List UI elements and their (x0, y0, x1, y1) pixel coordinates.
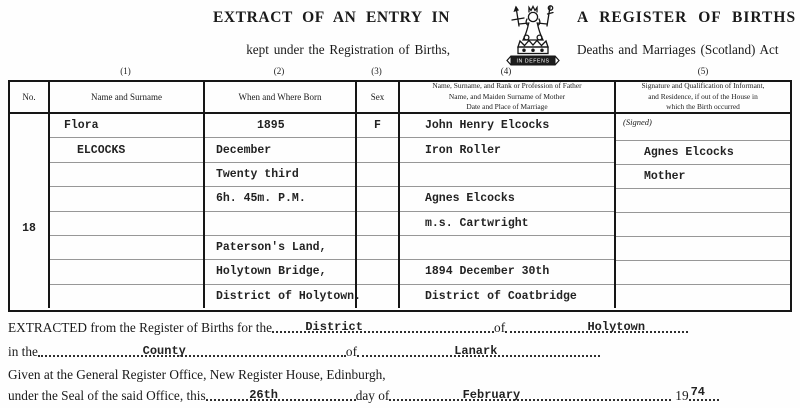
title-left: EXTRACT OF AN ENTRY IN (212, 9, 450, 26)
table-cell: 1894 December 30th (400, 259, 614, 283)
dotted-blank-month (389, 388, 671, 402)
table-cell: Mother (616, 164, 790, 188)
header-informant: Signature and Qualification of Informant, and Residence, if out of the House in which the Birth occurred (641, 80, 765, 112)
column-informant (616, 114, 790, 308)
table-body (10, 114, 790, 308)
col-num-2: (2) (273, 66, 285, 76)
table-cell (616, 212, 790, 236)
typed-26th: 26th (249, 388, 278, 402)
dotted-blank-year (689, 385, 719, 401)
in-defens-motto: IN DEFENS (516, 58, 550, 65)
year-prefix: 19 (675, 388, 689, 403)
table-cell (357, 284, 398, 308)
header-right (577, 9, 800, 58)
table-cell (357, 186, 398, 210)
header-no: No. (10, 82, 50, 112)
header-left (0, 9, 450, 58)
table-cell (616, 260, 790, 284)
col-num-1: (1) (120, 66, 131, 76)
table-cell (205, 211, 355, 235)
table-cell: ELCOCKS (50, 137, 203, 161)
table-cell (616, 188, 790, 212)
header-sex: Sex (357, 82, 400, 112)
column-name (50, 114, 205, 308)
table-cell: 6h. 45m. P.M. (205, 186, 355, 210)
dotted-blank-day (206, 388, 356, 402)
footer-line-seal-date: under the Seal of the said Office, this 26th day of February 19 74 (8, 388, 792, 404)
register-table (8, 80, 792, 312)
table-cell (400, 162, 614, 186)
title-right: A REGISTER OF BIRTHS (577, 9, 797, 26)
typed-february: February (462, 388, 521, 402)
column-no (10, 114, 50, 308)
typed-lanark: Lanark (454, 344, 498, 358)
typed-74: 74 (690, 385, 705, 399)
table-cell (50, 162, 203, 186)
table-cell (357, 137, 398, 161)
table-header-row (10, 82, 790, 114)
subtitle-right: Deaths and Marriages (Scotland) Act (577, 42, 779, 57)
footer-line-county: in the County of Lanark (8, 344, 792, 360)
table-cell (50, 259, 203, 283)
table-cell: Holytown Bridge, (205, 259, 355, 283)
dotted-blank-county (357, 344, 600, 358)
table-cell (50, 235, 203, 259)
footer-in-the-label: in the (8, 344, 38, 359)
typed-county-label: County (142, 344, 186, 358)
typed-district: District (305, 320, 363, 334)
table-cell: Paterson's Land, (205, 235, 355, 259)
table-cell: District of Coatbridge (400, 284, 614, 308)
table-cell (616, 236, 790, 260)
table-cell: Agnes Elcocks (616, 140, 790, 164)
table-cell: F (374, 119, 381, 133)
table-cell (400, 235, 614, 259)
table-cell (50, 186, 203, 210)
header-born: When and Where Born (205, 82, 357, 112)
header-parents: Name, Surname, and Rank or Profession of Father Name, and Maiden Surname of Mother Date and Place of Marriage (400, 82, 616, 112)
footer-extracted-label: EXTRACTED from the Register of Births for the (8, 320, 273, 335)
table-cell: John Henry Elcocks (425, 119, 550, 133)
col-num-5: (5) (697, 66, 709, 76)
footer-seal-label: under the Seal of the said Office, this (8, 388, 206, 403)
table-cell (616, 284, 790, 308)
footer-line-extracted: EXTRACTED from the Register of Births for the District of Holytown (8, 320, 792, 336)
table-cell (357, 235, 398, 259)
entry-number: 18 (22, 222, 36, 235)
dotted-blank-district (272, 320, 494, 334)
table-cell (357, 211, 398, 235)
table-cell: District of Holytown. (205, 284, 355, 308)
royal-arms-of-scotland-icon (502, 2, 564, 73)
subtitle-left: kept under the Registration of Births, (246, 42, 450, 57)
table-cell: December (205, 137, 355, 161)
table-cell: m.s. Cartwright (400, 211, 614, 235)
header-name: Name and Surname (50, 82, 205, 112)
table-cell (357, 162, 398, 186)
column-sex (357, 114, 400, 308)
table-cell: (Signed) (623, 117, 652, 127)
table-cell (50, 284, 203, 308)
column-number-labels (8, 66, 792, 76)
col-num-3: (3) (371, 66, 382, 76)
dotted-blank-place (505, 320, 688, 334)
table-cell (357, 259, 398, 283)
column-parents (400, 114, 616, 308)
typed-holytown: Holytown (587, 320, 646, 334)
table-cell: Flora (64, 119, 99, 133)
table-cell (50, 211, 203, 235)
column-born (205, 114, 361, 308)
footer-line-given-at: Given at the General Register Office, New Register House, Edinburgh, (8, 367, 386, 382)
table-cell: Twenty third (205, 162, 355, 186)
table-cell: 1895 (257, 119, 285, 133)
table-cell: Iron Roller (400, 137, 614, 161)
col-num-4: (4) (500, 66, 512, 76)
table-cell: Agnes Elcocks (400, 186, 614, 210)
